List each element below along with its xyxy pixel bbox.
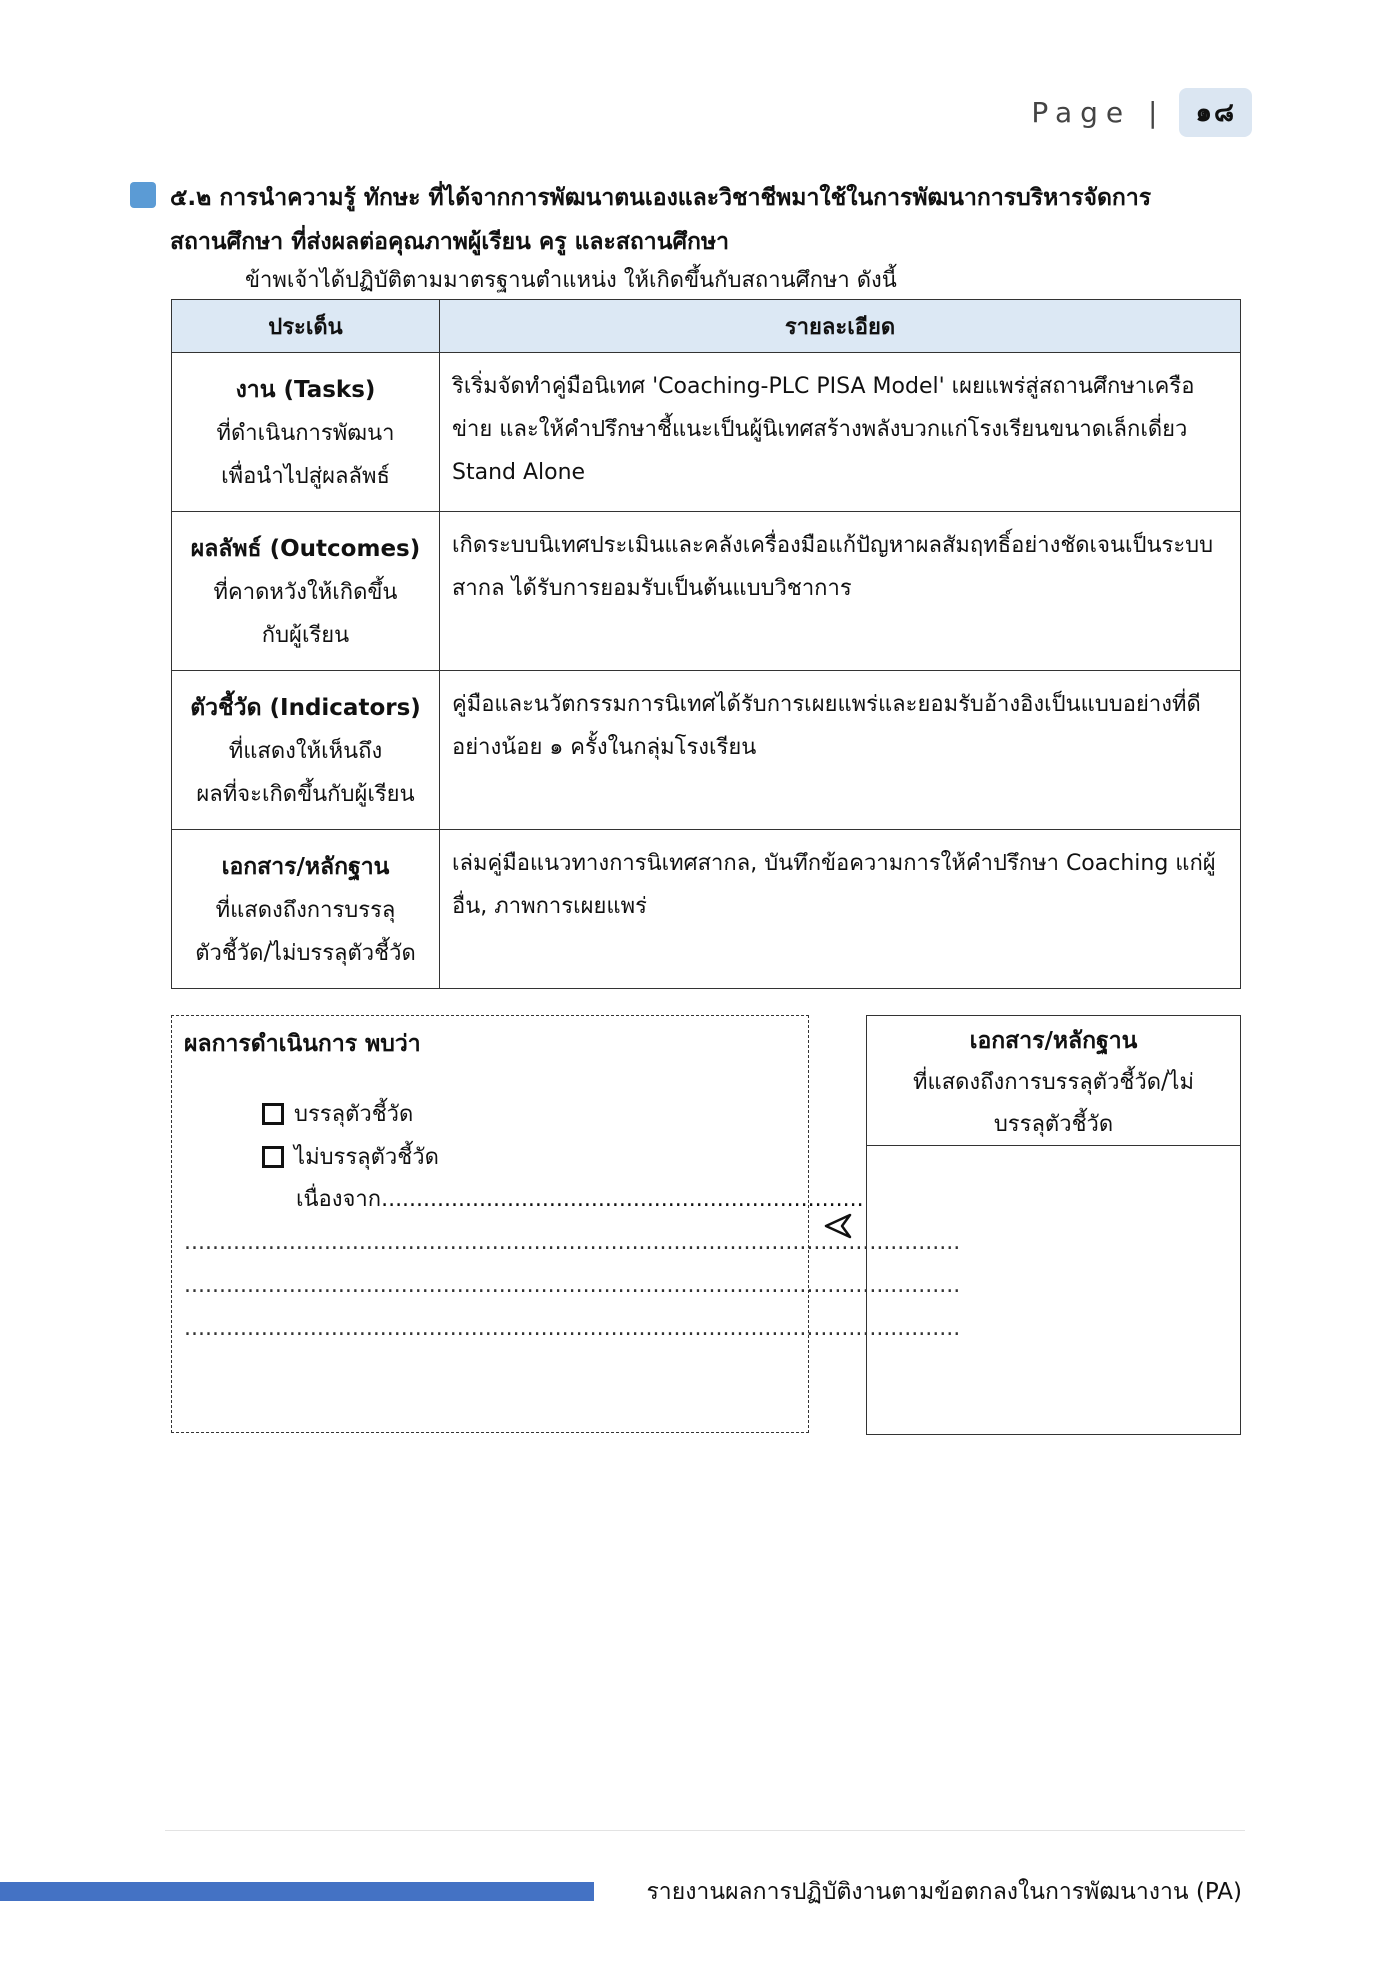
section-heading	[130, 176, 1240, 264]
dotted-line: ...............................................................................................................	[184, 1316, 961, 1341]
footer-accent-bar	[0, 1882, 594, 1901]
detail-cell: คู่มือและนวัตกรรมการนิเทศได้รับการเผยแพร่และยอมรับอ้างอิงเป็นแบบอย่างที่ดีอย่างน้อย ๑ ครั้งในกลุ่มโรงเรียน	[440, 671, 1241, 830]
evidence-sub: บรรลุตัวชี้วัด	[993, 1112, 1114, 1137]
detail-cell: เล่มคู่มือแนวทางการนิเทศสากล, บันทึกข้อความการให้คำปรึกษา Coaching แก่ผู้อื่น, ภาพการเผยแพร่	[440, 830, 1241, 989]
evidence-title: เอกสาร/หลักฐาน	[969, 1028, 1138, 1054]
footer-text: รายงานผลการปฏิบัติงานตามข้อตกลงในการพัฒนางาน (PA)	[646, 1879, 1242, 1905]
detail-cell: เกิดระบบนิเทศประเมินและคลังเครื่องมือแก้ปัญหาผลสัมฤทธิ์อย่างชัดเจนเป็นระบบสากล ได้รับการยอมรับเป็นต้นแบบวิชาการ	[440, 512, 1241, 671]
square-bullet-icon	[130, 182, 156, 208]
heading-line-1: ๕.๒ การนำความรู้ ทักษะ ที่ได้จากการพัฒนาตนเองและวิชาชีพมาใช้ในการพัฒนาการบริหารจัดการ	[170, 185, 1152, 211]
topic-sub: ที่แสดงให้เห็นถึง	[228, 739, 383, 764]
dotted-line: ...............................................................................................................	[184, 1273, 961, 1298]
topic-title: ตัวชี้วัด (Indicators)	[190, 695, 421, 721]
arrow-left-icon	[822, 1210, 852, 1250]
topic-cell	[172, 512, 440, 671]
table-row	[172, 353, 1241, 512]
topic-sub: ที่คาดหวังให้เกิดขึ้น	[213, 580, 398, 605]
heading-line-2: สถานศึกษา ที่ส่งผลต่อคุณภาพผู้เรียน ครู และสถานศึกษา	[170, 229, 730, 255]
evidence-sub: ที่แสดงถึงการบรรลุตัวชี้วัด/ไม่	[913, 1070, 1194, 1095]
table-header-row	[172, 300, 1241, 353]
page-header	[1031, 88, 1252, 137]
topic-title: งาน (Tasks)	[235, 377, 376, 403]
dotted-line: ...............................................................................................................	[184, 1230, 961, 1255]
column-header-detail: รายละเอียด	[440, 300, 1241, 353]
topic-title: ผลลัพธ์ (Outcomes)	[190, 536, 421, 562]
not-achieved-label: ไม่บรรลุตัวชี้วัด	[294, 1145, 439, 1170]
evidence-header	[867, 1016, 1240, 1146]
topic-sub: ที่แสดงถึงการบรรลุ	[215, 898, 396, 923]
achieved-label: บรรลุตัวชี้วัด	[294, 1102, 414, 1127]
page-number-badge: ๑๘	[1179, 88, 1252, 137]
topic-sub: ตัวชี้วัด/ไม่บรรลุตัวชี้วัด	[195, 941, 416, 966]
table-row	[172, 512, 1241, 671]
topic-sub: กับผู้เรียน	[261, 623, 350, 648]
topic-sub: ผลที่จะเกิดขึ้นกับผู้เรียน	[196, 782, 415, 807]
result-box	[171, 1015, 961, 1433]
table-row	[172, 671, 1241, 830]
topic-sub: ที่ดำเนินการพัฒนา	[216, 421, 395, 446]
topic-cell	[172, 671, 440, 830]
evidence-box	[866, 1015, 1241, 1435]
because-line: เนื่องจาก.....................................................................	[296, 1187, 864, 1212]
table-row	[172, 830, 1241, 989]
achieved-option[interactable]	[262, 1092, 796, 1135]
column-header-topic: ประเด็น	[172, 300, 440, 353]
topic-cell	[172, 830, 440, 989]
pa-table	[171, 299, 1241, 989]
detail-cell: ริเริ่มจัดทำคู่มือนิเทศ 'Coaching-PLC PISA Model' เผยแพร่สู่สถานศึกษาเครือข่าย และให้คำปรึกษาชี้แนะเป็นผู้นิเทศสร้างพลังบวกแก่โรงเรียนขนาดเล็กเดี่ยว Stand Alone	[440, 353, 1241, 512]
topic-cell	[172, 353, 440, 512]
topic-sub: เพื่อนำไปสู่ผลลัพธ์	[221, 464, 390, 489]
topic-title: เอกสาร/หลักฐาน	[221, 854, 390, 880]
not-achieved-checkbox[interactable]	[262, 1146, 284, 1168]
intro-text: ข้าพเจ้าได้ปฏิบัติตามมาตรฐานตำแหน่ง ให้เกิดขึ้นกับสถานศึกษา ดังนี้	[245, 268, 897, 293]
footer-divider	[165, 1830, 1245, 1831]
page-label: Page |	[1031, 96, 1166, 129]
achieved-checkbox[interactable]	[262, 1103, 284, 1125]
result-title: ผลการดำเนินการ พบว่า	[184, 1031, 421, 1057]
not-achieved-option[interactable]	[262, 1135, 796, 1178]
